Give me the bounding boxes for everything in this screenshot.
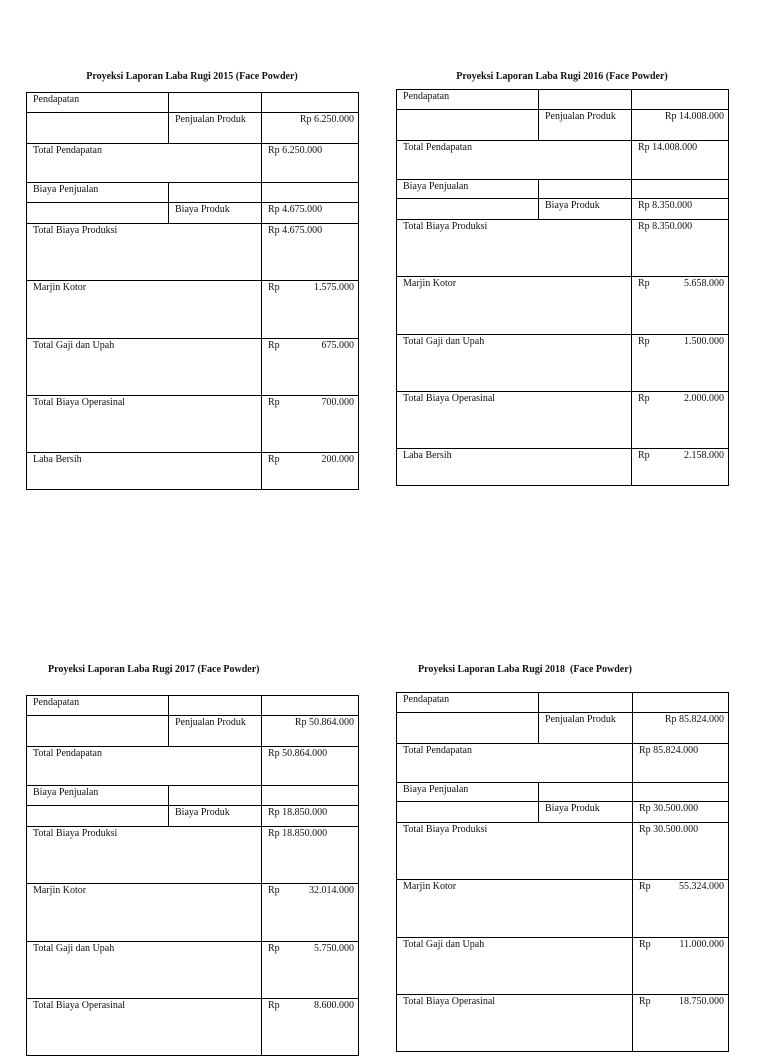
amount: 1.575.000 [314, 282, 354, 293]
biaya-produk-value: Rp 4.675.000 [262, 203, 359, 224]
total-biaya-produksi-label: Total Biaya Produksi [27, 827, 262, 884]
row-penjualan [397, 110, 729, 141]
total-pendapatan-label: Total Pendapatan [397, 744, 633, 783]
row-total-biaya-produksi [27, 224, 359, 281]
total-biaya-produksi-value: Rp 18.850.000 [262, 827, 359, 884]
biaya-penjualan-label: Biaya Penjualan [397, 783, 539, 802]
row-biaya-operasional [27, 999, 359, 1056]
row-marjin-kotor [27, 281, 359, 339]
empty-cell [169, 696, 262, 716]
row-gaji-upah [27, 339, 359, 396]
gaji-label: Total Gaji dan Upah [397, 938, 633, 995]
empty-cell [262, 786, 359, 806]
biaya-penjualan-label: Biaya Penjualan [27, 786, 169, 806]
total-pendapatan-label: Total Pendapatan [27, 747, 262, 786]
row-biaya-penjualan [27, 183, 359, 203]
total-pendapatan-value: Rp 50.864.000 [262, 747, 359, 786]
penjualan-value: Rp 85.824.000 [633, 713, 729, 744]
marjin-kotor-label: Marjin Kotor [27, 281, 262, 339]
penjualan-value: Rp 14.008.000 [632, 110, 729, 141]
row-pendapatan [397, 693, 729, 713]
row-biaya-penjualan [397, 783, 729, 802]
gaji-value [262, 942, 359, 999]
laba-value [632, 449, 729, 486]
total-biaya-produksi-value: Rp 4.675.000 [262, 224, 359, 281]
pendapatan-label: Pendapatan [397, 693, 539, 713]
row-gaji-upah [27, 942, 359, 999]
empty-cell [169, 93, 262, 113]
amount: 8.600.000 [314, 1000, 354, 1011]
row-biaya-operasional [397, 995, 729, 1052]
row-laba-bersih [27, 453, 359, 490]
empty-cell [262, 696, 359, 716]
row-biaya-operasional [397, 392, 729, 449]
pendapatan-label: Pendapatan [27, 93, 169, 113]
biaya-produk-value: Rp 18.850.000 [262, 806, 359, 827]
row-marjin-kotor [397, 277, 729, 335]
marjin-kotor-label: Marjin Kotor [27, 884, 262, 942]
empty-cell [397, 802, 539, 823]
currency: Rp [639, 881, 651, 892]
empty-cell [539, 693, 633, 713]
biaya-produk-label: Biaya Produk [539, 802, 633, 823]
row-total-biaya-produksi [397, 823, 729, 880]
empty-cell [397, 713, 539, 744]
report-title: Proyeksi Laporan Laba Rugi 2018 (Face Powder) [418, 664, 632, 675]
income-table [26, 92, 359, 490]
gaji-value [262, 339, 359, 396]
currency: Rp [639, 996, 651, 1007]
currency: Rp [638, 450, 650, 461]
total-pendapatan-value: Rp 6.250.000 [262, 144, 359, 183]
row-total-pendapatan [397, 744, 729, 783]
biaya-penjualan-label: Biaya Penjualan [397, 180, 539, 199]
penjualan-label: Penjualan Produk [539, 713, 633, 744]
empty-cell [262, 93, 359, 113]
row-gaji-upah [397, 335, 729, 392]
row-biaya-penjualan [397, 180, 729, 199]
operasional-label: Total Biaya Operasinal [27, 396, 262, 453]
empty-cell [27, 203, 169, 224]
report-2015 [26, 70, 358, 492]
currency: Rp [268, 885, 280, 896]
marjin-kotor-value [262, 884, 359, 942]
empty-cell [169, 786, 262, 806]
operasional-value [632, 392, 729, 449]
currency: Rp [638, 278, 650, 289]
marjin-kotor-label: Marjin Kotor [397, 880, 633, 938]
amount: 11.000.000 [679, 939, 724, 950]
total-biaya-produksi-label: Total Biaya Produksi [27, 224, 262, 281]
operasional-value [633, 995, 729, 1052]
marjin-kotor-label: Marjin Kotor [397, 277, 632, 335]
amount: 700.000 [321, 397, 354, 408]
gaji-label: Total Gaji dan Upah [397, 335, 632, 392]
income-table [396, 692, 729, 1052]
marjin-kotor-value [633, 880, 729, 938]
amount: 55.324.000 [679, 881, 724, 892]
currency: Rp [639, 939, 651, 950]
empty-cell [397, 110, 539, 141]
operasional-label: Total Biaya Operasinal [397, 995, 633, 1052]
currency: Rp [638, 336, 650, 347]
row-biaya-produk [397, 199, 729, 220]
operasional-label: Total Biaya Operasinal [27, 999, 262, 1056]
currency: Rp [268, 282, 280, 293]
currency: Rp [268, 397, 280, 408]
pendapatan-label: Pendapatan [27, 696, 169, 716]
total-pendapatan-value: Rp 85.824.000 [633, 744, 729, 783]
operasional-value [262, 396, 359, 453]
penjualan-label: Penjualan Produk [169, 716, 262, 747]
currency: Rp [268, 1000, 280, 1011]
biaya-produk-label: Biaya Produk [169, 203, 262, 224]
amount: 675.000 [321, 340, 354, 351]
operasional-label: Total Biaya Operasinal [397, 392, 632, 449]
biaya-penjualan-label: Biaya Penjualan [27, 183, 169, 203]
empty-cell [397, 199, 539, 220]
amount: 32.014.000 [309, 885, 354, 896]
empty-cell [633, 783, 729, 802]
total-pendapatan-label: Total Pendapatan [397, 141, 632, 180]
total-biaya-produksi-value: Rp 8.350.000 [632, 220, 729, 277]
empty-cell [539, 180, 632, 199]
row-biaya-produk [397, 802, 729, 823]
biaya-produk-label: Biaya Produk [539, 199, 632, 220]
laba-label: Laba Bersih [27, 453, 262, 490]
row-total-biaya-produksi [27, 827, 359, 884]
biaya-produk-value: Rp 8.350.000 [632, 199, 729, 220]
amount: 18.750.000 [679, 996, 724, 1007]
amount: 5.750.000 [314, 943, 354, 954]
currency: Rp [638, 393, 650, 404]
row-biaya-produk [27, 806, 359, 827]
row-penjualan [397, 713, 729, 744]
total-biaya-produksi-label: Total Biaya Produksi [397, 823, 633, 880]
row-biaya-produk [27, 203, 359, 224]
empty-cell [632, 90, 729, 110]
laba-label: Laba Bersih [397, 449, 632, 486]
currency: Rp [268, 340, 280, 351]
row-biaya-operasional [27, 396, 359, 453]
amount: 200.000 [321, 454, 354, 465]
empty-cell [169, 183, 262, 203]
row-gaji-upah [397, 938, 729, 995]
amount: 2.158.000 [684, 450, 724, 461]
empty-cell [27, 113, 169, 144]
penjualan-value: Rp 6.250.000 [262, 113, 359, 144]
income-table [26, 695, 359, 1056]
row-marjin-kotor [27, 884, 359, 942]
penjualan-value: Rp 50.864.000 [262, 716, 359, 747]
gaji-value [632, 335, 729, 392]
empty-cell [27, 716, 169, 747]
currency: Rp [268, 454, 280, 465]
empty-cell [632, 180, 729, 199]
empty-cell [539, 783, 633, 802]
row-laba-bersih [397, 449, 729, 486]
amount: 5.658.000 [684, 278, 724, 289]
total-biaya-produksi-value: Rp 30.500.000 [633, 823, 729, 880]
row-total-pendapatan [27, 747, 359, 786]
biaya-produk-value: Rp 30.500.000 [633, 802, 729, 823]
row-pendapatan [397, 90, 729, 110]
report-2016 [396, 70, 728, 490]
report-2018 [396, 663, 728, 1024]
gaji-value [633, 938, 729, 995]
report-2017 [26, 663, 358, 1024]
biaya-produk-label: Biaya Produk [169, 806, 262, 827]
row-pendapatan [27, 93, 359, 113]
penjualan-label: Penjualan Produk [169, 113, 262, 144]
empty-cell [633, 693, 729, 713]
laba-value [262, 453, 359, 490]
row-biaya-penjualan [27, 786, 359, 806]
marjin-kotor-value [632, 277, 729, 335]
empty-cell [262, 183, 359, 203]
report-title: Proyeksi Laporan Laba Rugi 2016 (Face Powder) [456, 71, 668, 82]
marjin-kotor-value [262, 281, 359, 339]
report-title: Proyeksi Laporan Laba Rugi 2017 (Face Powder) [48, 664, 260, 675]
pendapatan-label: Pendapatan [397, 90, 539, 110]
amount: 1.500.000 [684, 336, 724, 347]
empty-cell [539, 90, 632, 110]
currency: Rp [268, 943, 280, 954]
row-penjualan [27, 716, 359, 747]
total-pendapatan-label: Total Pendapatan [27, 144, 262, 183]
income-table [396, 89, 729, 486]
gaji-label: Total Gaji dan Upah [27, 942, 262, 999]
row-total-pendapatan [397, 141, 729, 180]
gaji-label: Total Gaji dan Upah [27, 339, 262, 396]
row-total-pendapatan [27, 144, 359, 183]
row-penjualan [27, 113, 359, 144]
report-title: Proyeksi Laporan Laba Rugi 2015 (Face Powder) [86, 71, 298, 82]
penjualan-label: Penjualan Produk [539, 110, 632, 141]
operasional-value [262, 999, 359, 1056]
empty-cell [27, 806, 169, 827]
row-pendapatan [27, 696, 359, 716]
row-total-biaya-produksi [397, 220, 729, 277]
amount: 2.000.000 [684, 393, 724, 404]
row-marjin-kotor [397, 880, 729, 938]
total-biaya-produksi-label: Total Biaya Produksi [397, 220, 632, 277]
total-pendapatan-value: Rp 14.008.000 [632, 141, 729, 180]
